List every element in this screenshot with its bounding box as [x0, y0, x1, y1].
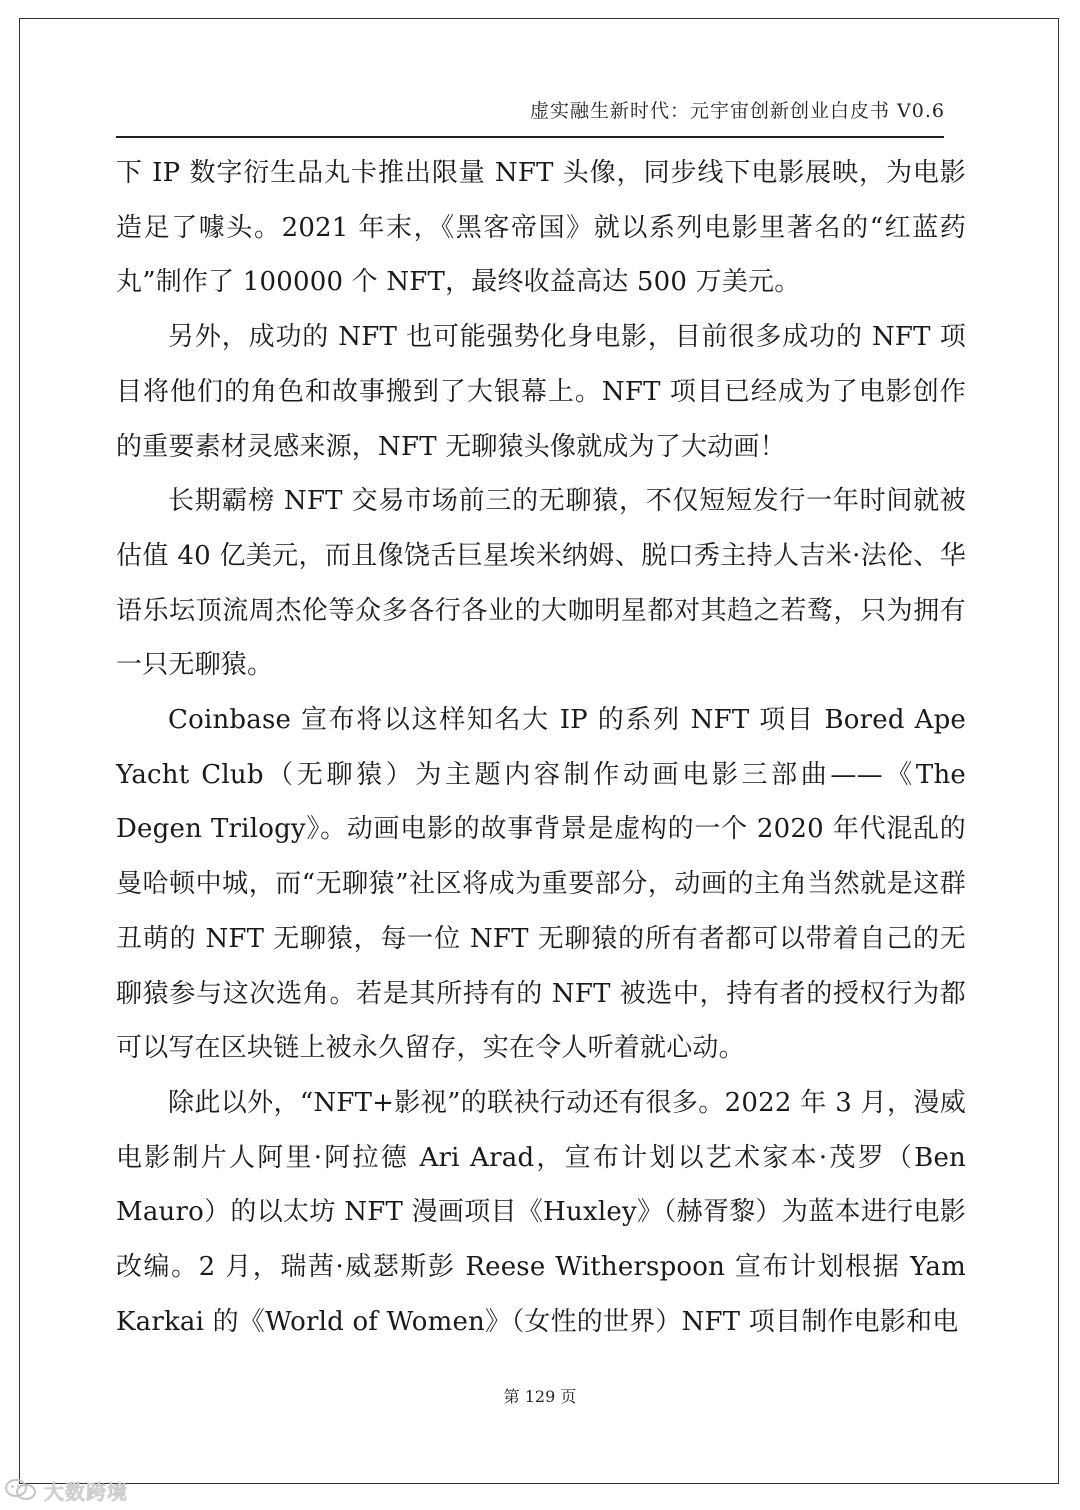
watermark: [4, 1476, 128, 1504]
wechat-logo-icon: [4, 1478, 38, 1502]
page-number: 第 129 页: [503, 1387, 577, 1406]
watermark-text: 大数跨境: [44, 1479, 128, 1504]
paragraph: 下 IP 数字衍生品丸卡推出限量 NFT 头像，同步线下电影展映，为电影造足了噱头。2021 年末，《黑客帝国》就以系列电影里著名的“红蓝药丸”制作了 100000 个 NFT，最终收益高达 500 万美元。: [116, 158, 966, 298]
running-header-title: 虚实融生新时代：元宇宙创新创业白皮书 V0.6: [530, 100, 945, 122]
body-text: [116, 146, 966, 1349]
header-rule: [116, 136, 944, 138]
paragraph: 除此以外，“NFT+影视”的联袂行动还有很多。2022 年 3 月，漫威电影制片人阿里·阿拉德 Ari Arad，宣布计划以艺术家本·茂罗（Ben Mauro）的以太坊 NFT 漫画项目《Huxley》（赫胥黎）为蓝本进行电影改编。2 月，瑞茜·威瑟斯彭 Reese Witherspoon 宣布计划根据 Yam Karkai 的《World of Women》（女性的世界）NFT 项目制作电影和电: [116, 1087, 966, 1337]
paragraph: 长期霸榜 NFT 交易市场前三的无聊猿，不仅短短发行一年时间就被估值 40 亿美元，而且像饶舌巨星埃米纳姆、脱口秀主持人吉米·法伦、华语乐坛顶流周杰伦等众多各行各业的大咖明星都对其趋之若鹜，只为拥有一只无聊猿。: [116, 486, 966, 681]
paragraph: Coinbase 宣布将以这样知名大 IP 的系列 NFT 项目 Bored Ape Yacht Club（无聊猿）为主题内容制作动画电影三部曲——《The Degen Trilogy》。动画电影的故事背景是虚构的一个 2020 年代混乱的曼哈顿中城，而“无聊猿”社区将成为重要部分，动画的主角当然就是这群丑萌的 NFT 无聊猿，每一位 NFT 无聊猿的所有者都可以带着自己的无聊猿参与这次选角。若是其所持有的 NFT 被选中，持有者的授权行为都可以写在区块链上被永久留存，实在令人听着就心动。: [116, 705, 966, 1064]
paragraph: 另外，成功的 NFT 也可能强势化身电影，目前很多成功的 NFT 项目将他们的角色和故事搬到了大银幕上。NFT 项目已经成为了电影创作的重要素材灵感来源，NFT 无聊猿头像就成为了大动画！: [116, 322, 966, 462]
